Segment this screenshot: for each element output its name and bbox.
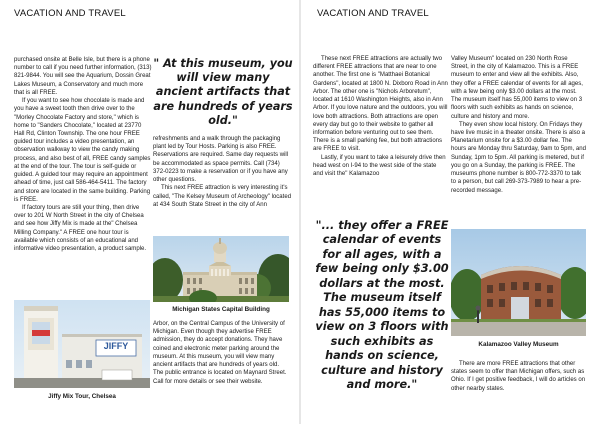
left-pull-quote: " At this museum, you will view many ancient artifacts that are hundreds of years old." [153, 57, 293, 127]
left-column-2-text [153, 135, 293, 209]
left-column-1-text [14, 56, 152, 253]
paragraph: If you want to see how chocolate is made and you have a sweet tooth then drive over to the "Morley Chocolate Factory and store," which is home to "Sanders Chocolate," located at 23770 Hall Rd, Clinton Township. The one hour FREE guided tour includes a video presentation, an observation walkway to view the candy making process, and also best of all, FREE candy samples at the end of the tour. The tour is self-guide or guided. A guided tour may require an appointment ahead of time, just call 586-464-5411. The factory and store are located in the same building. Parking is FREE. [14, 98, 151, 203]
paragraph: This next FREE attraction is very interesting it's called, "The Kelsey Museum of Archeology" located at 434 South State Street in the city of Ann [153, 185, 292, 208]
paragraph: If factory tours are still your thing, then drive over to 201 W North Street in the city of Chelsea and see how Jiffy Mix is made at the" Chelsea Milling Company." A FREE one hour tour is available which consists of an educational and informative video presentation, a product sample. [14, 204, 147, 253]
paragraph: These next FREE attractions are actually two different FREE attractions that are near to one another. The first one is "Matthaei Botanical Gardens", located at 1800 N. Dixboro Road in Ann Arbor. The other one is "Nichols Arboretum", located at 1610 Washington Heights, also in Ann Arbor. If you love nature and the outdoors, you will love both attractions. Both attractions are open every day but go to their website to gather all information before venturing out to see them. There is a small parking fee, but both attractions are FREE to visit. [313, 56, 448, 153]
jiffy-photo-caption: Jiffy Mix Tour, Chelsea [48, 393, 116, 400]
left-column-2-bottom-text: Arbor, on the Central Campus of the University of Michigan. Even though they advertise FREE admission, they do accept donations. They have coined and electronic meter parking around the museum. At this museum, you will view many ancient artifacts that are hundreds of years old. The public entrance is located on Maynard Street. Call for more details or see their website. [153, 321, 287, 385]
right-page [301, 0, 600, 424]
jiffy-sign-text: JIFFY [103, 341, 129, 351]
left-page-header: VACATION AND TRAVEL [14, 8, 126, 19]
capitol-building-photo [153, 236, 289, 302]
right-pull-quote: "... they offer a FREE calendar of events for all ages, with a few being only $3.00 dollars at the most. The museum itself has 55,000 items to view on 3 floors with such exhibits as hands on science, culture and history and more." [315, 219, 449, 391]
paragraph: Lastly, if you want to take a leisurely drive then head west on I-94 to the west side of the state and visit the" Kalamazoo [313, 154, 446, 178]
right-column-2-bottom-text: There are more FREE attractions that other states seem to offer than Michigan offers, such as Ohio. If I get positive feedback, I will do articles on other nearby states. [451, 361, 586, 392]
right-column-2-text [451, 55, 587, 195]
right-page-header: VACATION AND TRAVEL [317, 8, 429, 19]
paragraph: They even show local history. On Fridays they have live music in a theater onsite. There is also a Planetarium onsite for a $3.00 dollar fee. The hours are Monday thru Saturday, 9am to 5pm, and Sunday, 1pm to 5pm. All parking is metered, but if you go on a Sunday, the parking is FREE. The museums phone number is 800-772-3370 to talk to a person, but call 269-373-7989 to hear a pre-recorded message. [451, 121, 587, 194]
capitol-photo-caption: Michigan States Capital Building [172, 306, 270, 313]
paragraph: purchased onsite at Belle Isle, but there is a phone number to call if you need further information, (313) 821-9844. You will see the Aquarium, Dossin Great Lakes Museum, a Conservatory and much more that is all FREE. [14, 57, 152, 96]
paragraph: refreshments and a walk through the packaging plant led by Tour Hosts. Parking is also FREE. Reservations are required. Same day requests will be accommodated as space permits. Call (734) 372-0223 to make a reservation or if you have any other questions. [153, 136, 289, 184]
paragraph: Valley Museum" located on 230 North Rose Street, in the city of Kalamazoo. This is a FREE museum to enter and view all the exhibits. Also, they offer a FREE calendar of events for all ages, with a few being only $3.00 dollars at the most. The museum itself has 55,000 items to view on 3 floors with such exhibits as hands on science, culture and history and more. [451, 56, 583, 120]
capitol-building-image [153, 236, 289, 302]
kalamazoo-museum-photo [451, 229, 586, 336]
jiffy-mix-photo [14, 300, 150, 388]
kalamazoo-museum-image [451, 229, 586, 336]
right-column-1-text [313, 55, 448, 178]
museum-photo-caption: Kalamazoo Valley Museum [478, 341, 559, 348]
left-page [0, 0, 299, 424]
